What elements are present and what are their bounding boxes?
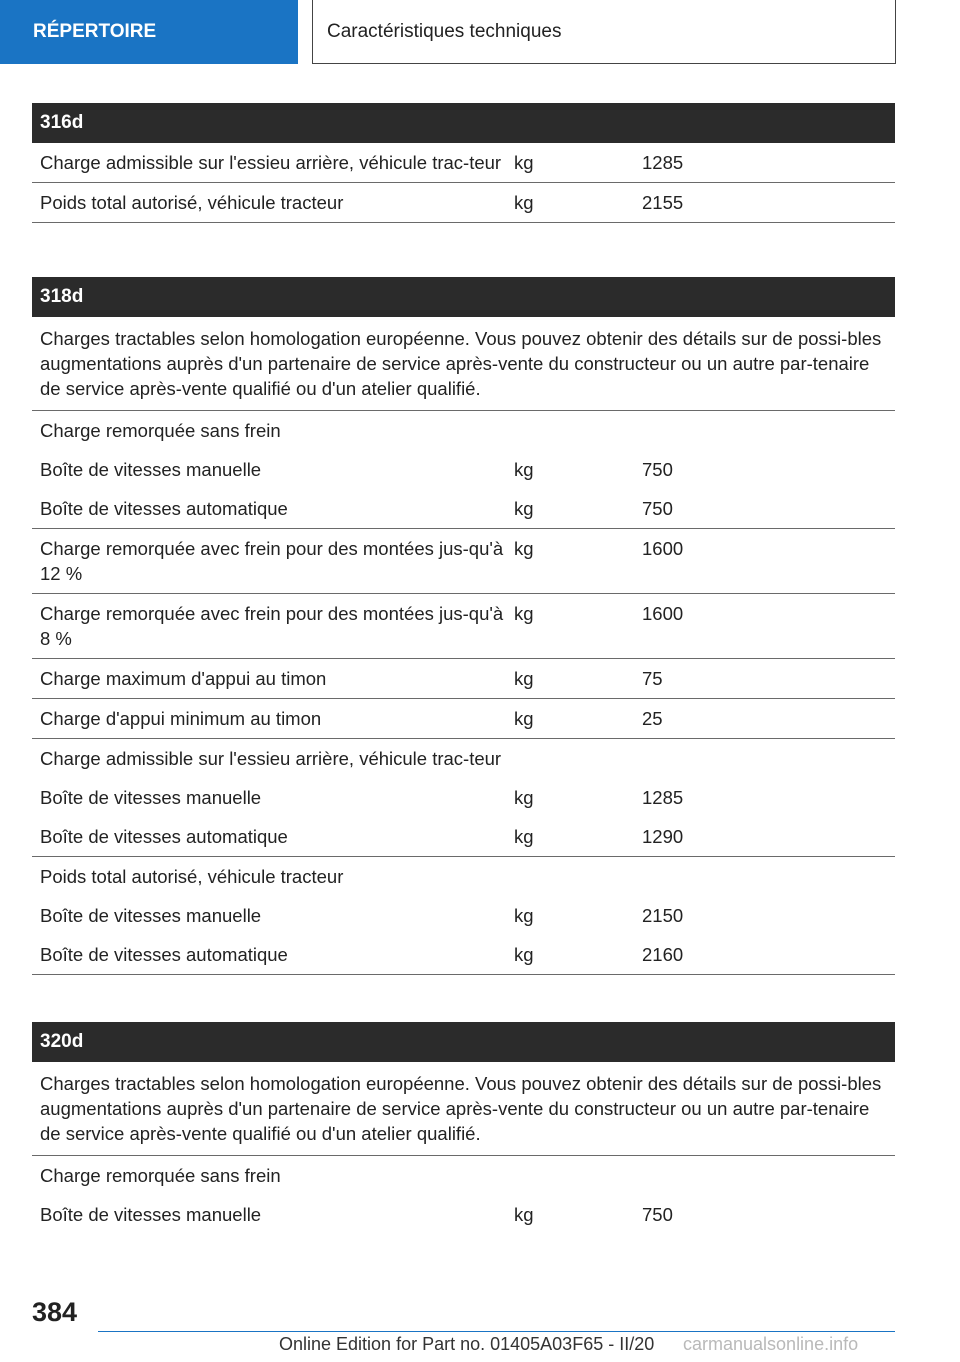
spec-unit: kg xyxy=(514,787,534,808)
spec-unit: kg xyxy=(506,143,634,183)
spec-label: Boîte de vitesses automatique xyxy=(32,935,506,975)
spec-label: Boîte de vitesses automatique xyxy=(32,817,506,857)
spec-label: Charge admissible sur l'essieu arrière, véhicule trac-teur xyxy=(40,748,502,769)
spec-value xyxy=(634,1156,895,1196)
spec-label: Charge remorquée avec frein pour des montées jus-qu'à 8 % xyxy=(32,594,506,659)
spec-section xyxy=(32,1022,895,1234)
tab-repertoire[interactable] xyxy=(0,0,298,64)
spec-label: Charge d'appui minimum au timon xyxy=(32,699,506,739)
table-row xyxy=(32,699,895,739)
spec-value: 1600 xyxy=(634,594,895,659)
spec-unit: kg xyxy=(506,594,634,659)
table-row xyxy=(32,489,895,529)
table-row xyxy=(32,935,895,975)
spec-unit: kg xyxy=(506,659,634,699)
spec-value xyxy=(634,411,895,451)
spec-value xyxy=(634,857,895,897)
section-title: 320d xyxy=(32,1022,895,1062)
spec-label: Boîte de vitesses automatique xyxy=(32,489,506,529)
spec-value xyxy=(634,739,895,779)
spec-value: 750 xyxy=(634,489,895,529)
spec-label: Charge remorquée avec frein pour des montées jus-qu'à 12 % xyxy=(32,529,506,594)
spec-label: Poids total autorisé, véhicule tracteur xyxy=(40,866,344,887)
spec-unit: kg xyxy=(506,183,634,223)
table-row xyxy=(32,659,895,699)
spec-unit: kg xyxy=(514,1204,534,1225)
spec-label: Charge admissible sur l'essieu arrière, véhicule trac-teur xyxy=(32,143,506,183)
table-row xyxy=(32,411,895,451)
section-title: 318d xyxy=(32,277,895,317)
spec-table xyxy=(32,1062,895,1234)
footer-divider xyxy=(98,1331,895,1332)
spec-unit: kg xyxy=(506,529,634,594)
table-row xyxy=(32,529,895,594)
table-row xyxy=(32,594,895,659)
section-note: Charges tractables selon homologation européenne. Vous pouvez obtenir des détails sur de possi-bles augmentations auprès d'un partenaire de service après-vente du constructeur ou un autre par-tenaire de service après-vente qualifié ou d'un atelier qualifié. xyxy=(32,317,895,411)
table-row xyxy=(32,1156,895,1196)
spec-unit: kg xyxy=(506,699,634,739)
spec-table xyxy=(32,143,895,223)
table-row xyxy=(32,896,895,935)
page-number: 384 xyxy=(32,1297,78,1327)
spec-value: 1600 xyxy=(634,529,895,594)
spec-label: Charge remorquée sans frein xyxy=(40,1165,281,1186)
spec-value: 75 xyxy=(634,659,895,699)
spec-label: Poids total autorisé, véhicule tracteur xyxy=(32,183,506,223)
spec-unit xyxy=(506,1156,634,1196)
table-row xyxy=(32,183,895,223)
spec-unit: kg xyxy=(514,459,534,480)
spec-table xyxy=(32,317,895,975)
table-row xyxy=(32,1195,895,1234)
spec-unit: kg xyxy=(514,905,534,926)
spec-value: 25 xyxy=(634,699,895,739)
watermark: carmanualsonline.info xyxy=(683,1334,859,1354)
spec-value: 750 xyxy=(642,459,673,480)
spec-value: 2155 xyxy=(634,183,895,223)
spec-section xyxy=(32,277,895,975)
table-row xyxy=(32,739,895,779)
table-row xyxy=(32,778,895,817)
edition-info: Online Edition for Part no. 01405A03F65 - II/20 xyxy=(279,1334,655,1354)
table-row xyxy=(32,857,895,897)
spec-section xyxy=(32,103,895,223)
spec-value: 750 xyxy=(642,1204,673,1225)
spec-unit: kg xyxy=(506,817,634,857)
spec-label: Boîte de vitesses manuelle xyxy=(40,787,262,808)
spec-unit: kg xyxy=(506,489,634,529)
spec-label: Charge remorquée sans frein xyxy=(40,420,281,441)
spec-value: 2160 xyxy=(634,935,895,975)
tab-technical-specs-label: Caractéristiques techniques xyxy=(327,20,562,42)
spec-label: Charge maximum d'appui au timon xyxy=(32,659,506,699)
spec-value: 1285 xyxy=(642,787,684,808)
table-row xyxy=(32,817,895,857)
spec-label: Boîte de vitesses manuelle xyxy=(40,459,262,480)
spec-unit: kg xyxy=(506,935,634,975)
spec-unit xyxy=(506,857,634,897)
tab-technical-specs[interactable] xyxy=(312,0,896,64)
table-row xyxy=(32,450,895,489)
spec-value: 1285 xyxy=(634,143,895,183)
spec-value: 1290 xyxy=(634,817,895,857)
section-note-row xyxy=(32,317,895,411)
spec-label: Boîte de vitesses manuelle xyxy=(40,905,262,926)
section-note: Charges tractables selon homologation européenne. Vous pouvez obtenir des détails sur de possi-bles augmentations auprès d'un partenaire de service après-vente du constructeur ou un autre par-tenaire de service après-vente qualifié ou d'un atelier qualifié. xyxy=(32,1062,895,1156)
spec-label: Boîte de vitesses manuelle xyxy=(40,1204,262,1225)
spec-unit xyxy=(506,411,634,451)
section-title: 316d xyxy=(32,103,895,143)
section-note-row xyxy=(32,1062,895,1156)
spec-unit xyxy=(506,739,634,779)
spec-value: 2150 xyxy=(642,905,684,926)
table-row xyxy=(32,143,895,183)
tab-repertoire-label: RÉPERTOIRE xyxy=(33,21,157,42)
